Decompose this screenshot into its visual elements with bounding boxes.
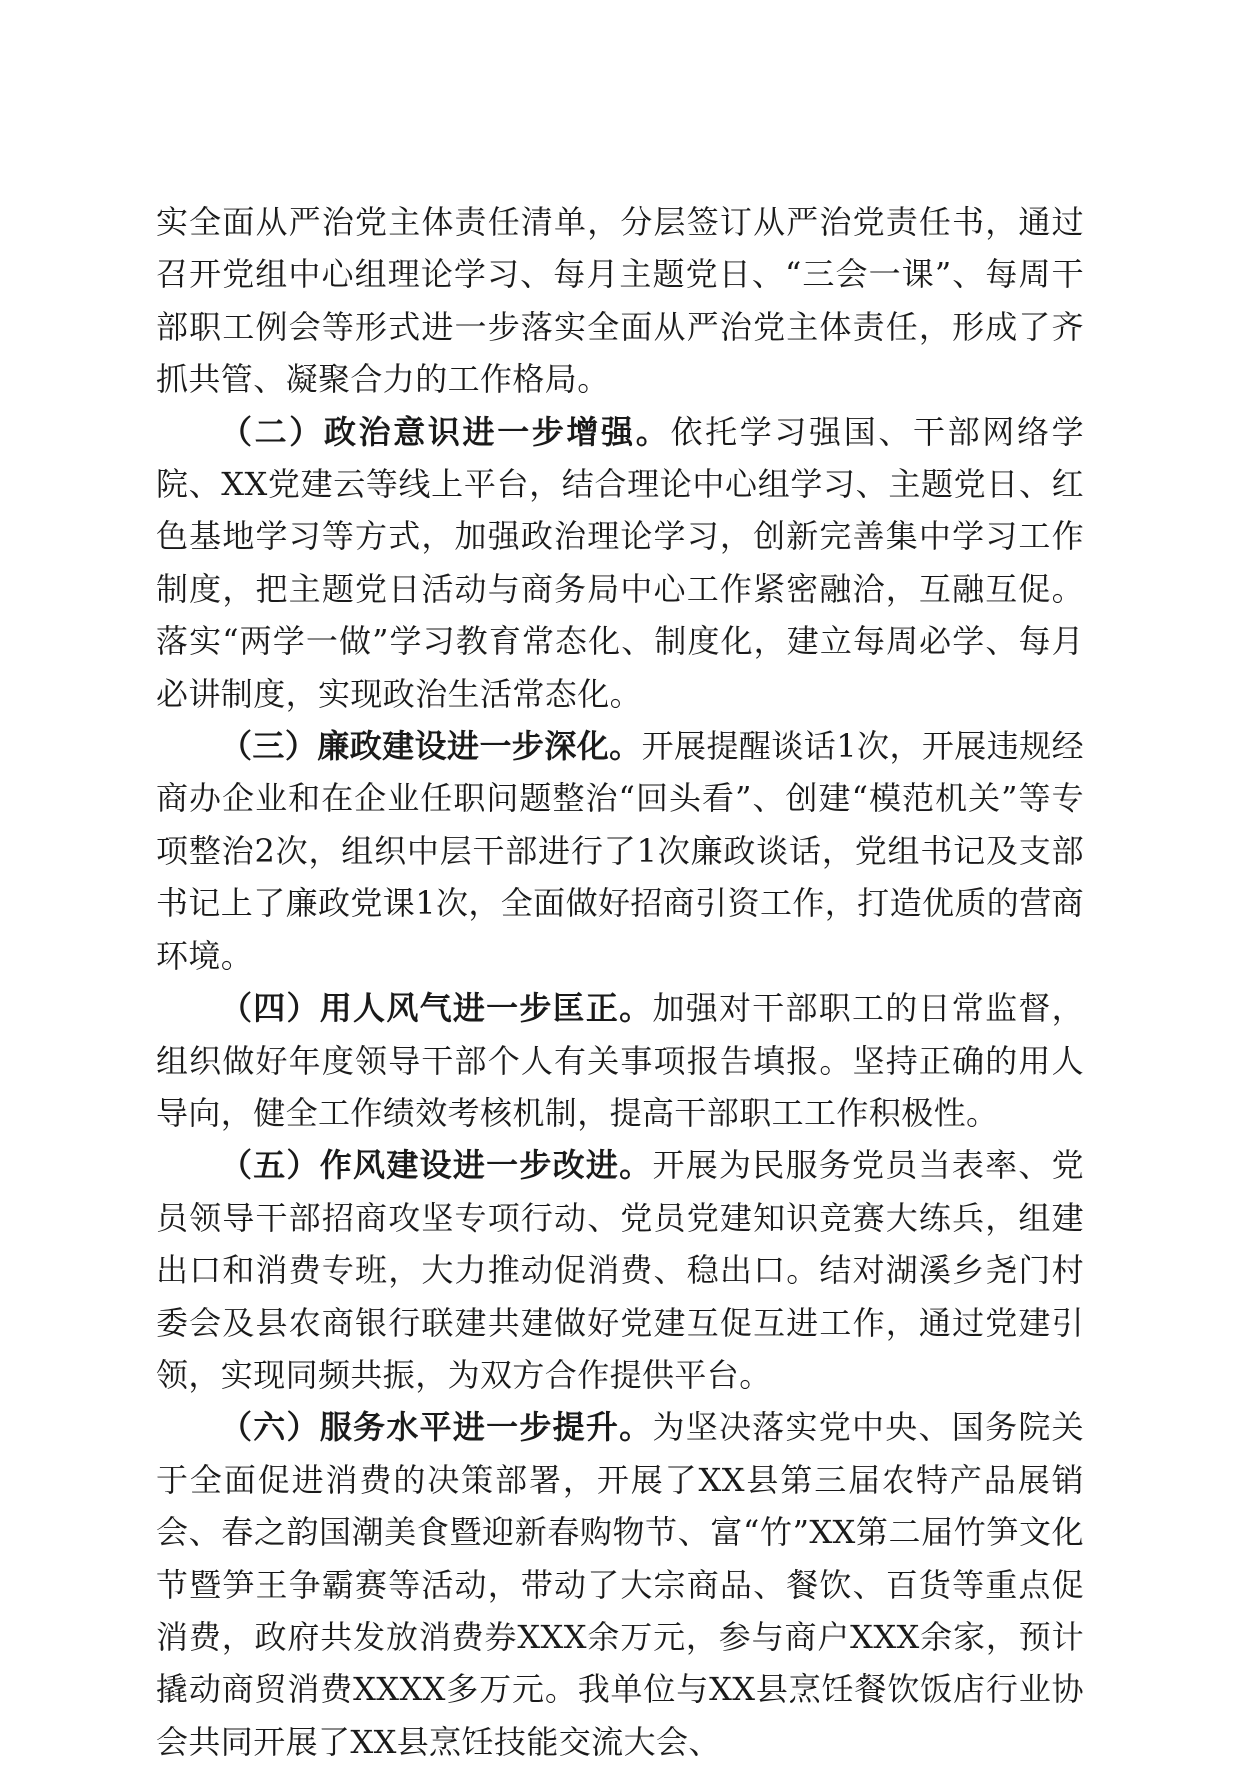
- paragraph-continuation: [156, 196, 1084, 406]
- section-heading: （二）政治意识进一步增强。: [220, 412, 671, 451]
- paragraph-integrity-building: [156, 720, 1084, 982]
- section-heading: （六）服务水平进一步提升。: [220, 1408, 653, 1447]
- paragraph-text: 开展为民服务党员当表率、党员领导干部招商攻坚专项行动、党员党建知识竞赛大练兵，组建出口和消费专班，大力推动促消费、稳出口。结对湖溪乡尧门村委会及县农商银行联建共建做好党建互促互进工作，通过党建引领，实现同频共振，为双方合作提供平台。: [156, 1146, 1085, 1394]
- paragraph-text: 实全面从严治党主体责任清单，分层签订从严治党责任书，通过召开党组中心组理论学习、每月主题党日、“三会一课”、每周干部职工例会等形式进一步落实全面从严治党主体责任，形成了齐抓共管、凝聚合力的工作格局。: [156, 203, 1084, 399]
- paragraph-work-style: [156, 1139, 1084, 1401]
- section-heading: （三）廉政建设进一步深化。: [220, 727, 642, 766]
- paragraph-text: 依托学习强国、干部网络学院、XX党建云等线上平台，结合理论中心组学习、主题党日、红色基地学习等方式，加强政治理论学习，创新完善集中学习工作制度，把主题党日活动与商务局中心工作紧密融洽，互融互促。落实“两学一做”学习教育常态化、制度化，建立每周必学、每月必讲制度，实现政治生活常态化。: [156, 412, 1084, 713]
- section-heading: （四）用人风气进一步匡正。: [220, 989, 653, 1028]
- paragraph-text: 开展提醒谈话1次，开展违规经商办企业和在企业任职问题整治“回头看”、创建“模范机关”等专项整治2次，组织中层干部进行了1次廉政谈话，党组书记及支部书记上了廉政党课1次，全面做好招商引资工作，打造优质的营商环境。: [156, 727, 1084, 975]
- section-heading: （五）作风建设进一步改进。: [220, 1146, 653, 1185]
- paragraph-employment-culture: [156, 982, 1084, 1139]
- document-body: [156, 196, 1084, 1768]
- paragraph-service-level: [156, 1401, 1084, 1768]
- paragraph-text: 加强对干部职工的日常监督，组织做好年度领导干部个人有关事项报告填报。坚持正确的用人导向，健全工作绩效考核机制，提高干部职工工作积极性。: [156, 989, 1085, 1132]
- paragraph-political-awareness: [156, 406, 1084, 720]
- paragraph-text: 为坚决落实党中央、国务院关于全面促进消费的决策部署，开展了XX县第三届农特产品展销会、春之韵国潮美食暨迎新春购物节、富“竹”XX第二届竹笋文化节暨笋王争霸赛等活动，带动了大宗商品、餐饮、百货等重点促消费，政府共发放消费券XXX余万元，参与商户XXX余家，预计撬动商贸消费XXXX多万元。我单位与XX县烹饪餐饮饭店行业协会共同开展了XX县烹饪技能交流大会、: [156, 1408, 1085, 1761]
